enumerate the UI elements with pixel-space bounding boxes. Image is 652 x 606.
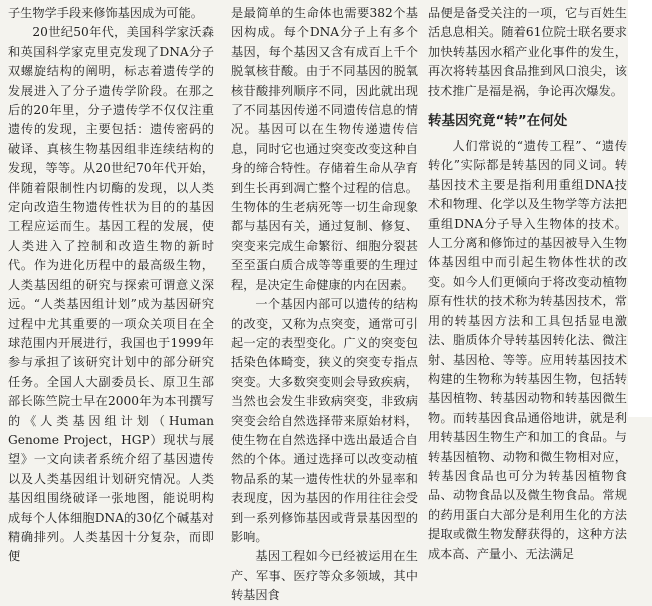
paragraph: 基因工程如今已经被运用在生产、军事、医疗等众多领域，其中转基因食 [231,549,418,603]
paragraph: 一个基因内部可以遗传的结构的改变，又称为点突变，通常可引起一定的表型变化。广义的突变包括染色体畸变，狭义的突变专指点突变。大多数突变则会导致疾病，当然也会发生非致病突变，非致病突变会给自然选择带来原始材料，使生物在自然选择中选出最适合自然的个体。通过选择可以改变动植物品系的某一遗传性状的外显率和表现度，因为基因的作用往往会受到一系列修饰基因或背景基因型的影响。 [231,297,418,544]
paragraph: 子生物学手段来修饰基因成为可能。 [8,6,203,20]
paragraph: 人们常说的“遗传工程”、“遗传转化”实际都是转基因的同义词。转基因技术主要是指利用重组DNA技术和物理、化学以及生物学等方法把重组DNA分子导入生物体的技术。人工分离和修饰过的基因被导入生物体基因组中而引起生物体性状的改变。如今人们更倾向于将改变动植物原有性状的技术称为转基因技术，常用的转基因方法和工具包括显电激法、脂质体介导转基因转化法、微注射、基因枪、等等。应用转基因技术构建的生物称为转基因生物，包括转基因植物、转基因动物和转基因微生物。而转基因食品通俗地讲，就是利用转基因生物生产和加工的食品。与转基因植物、动物和微生物相对应，转基因食品也可分为转基因植物食品、动物食品以及微生物食品。常规的药用蛋白大部分是利用生化的方法提取或微生物发酵获得的，这种方法成本高、产量小、无法满足 [428,139,627,561]
paragraph: 品便是备受关注的一项，它与百姓生活息息相关。随着61位院士联名要求加快转基因水稻产业化事件的发生，再次将转基因食品推到风口浪尖，该技术推广是福是祸，争论再次爆发。 [428,6,627,98]
section-heading: 转基因究竟“转”在何处 [428,113,568,130]
page-margin [628,0,652,417]
paragraph: 20世纪50年代，美国科学家沃森和英国科学家克里克发现了DNA分子双螺旋结构的阐明，标志着遗传学的发展进入了分子遗传学阶段。在那之后的20年里，分子遗传学不仅仅注重遗传的发现，主要包括：遗传密码的破译、真核生物基因组非连续结构的发现，等等。从20世纪70年代开始，伴随着限制性内切酶的发现，以人类定向改造生物遗传性状为目的的基因工程应运而生。基因工程的发展，使人类进入了控制和改造生物的新时代。作为进化历程中的最高级生物，人类基因组的研究与探索可谓意义深远。“人类基因组计划”成为基因研究过程中尤其重要的一项众关项目在全球范围内开展进行，我国也于1999年参与承担了该研究计划中的部分研究任务。全国人大副委员长、原卫生部部长陈竺院士早在2000年为本刊撰写的《人类基因组计划（Human Genome Project，HGP）现状与展望》一文向读者系统介绍了基因遗传以及人类基因组计划研究情况。人类基因组围绕破译一张地图，能说明构成每个人体细胞DNA的30亿个碱基对精确排列。人类基因十分复杂，而即便 [8,25,214,564]
paragraph: 是最简单的生命体也需要382个基因构成。每个DNA分子上有多个基因，每个基因又含有成百上千个脱氧核苷酸。由于不同基因的脱氧核苷酸排列顺序不同，因此就出现了不同基因传递不同遗传信息的情况。基因可以在生物传递遗传信息，同时它也通过突变改变这种自身的缔合特性。存储着生命从孕育到生长再到凋亡整个过程的信息。生物体的生老病死等一切生命现象都与基因有关，通过复制、修复、突变来完成生命繁衍、细胞分裂甚至至蛋白质合成等等重要的生理过程，是决定生命健康的内在因素。 [231,6,418,292]
column-2 [231,4,418,606]
column-1 [8,4,214,567]
column-3 [428,4,627,564]
